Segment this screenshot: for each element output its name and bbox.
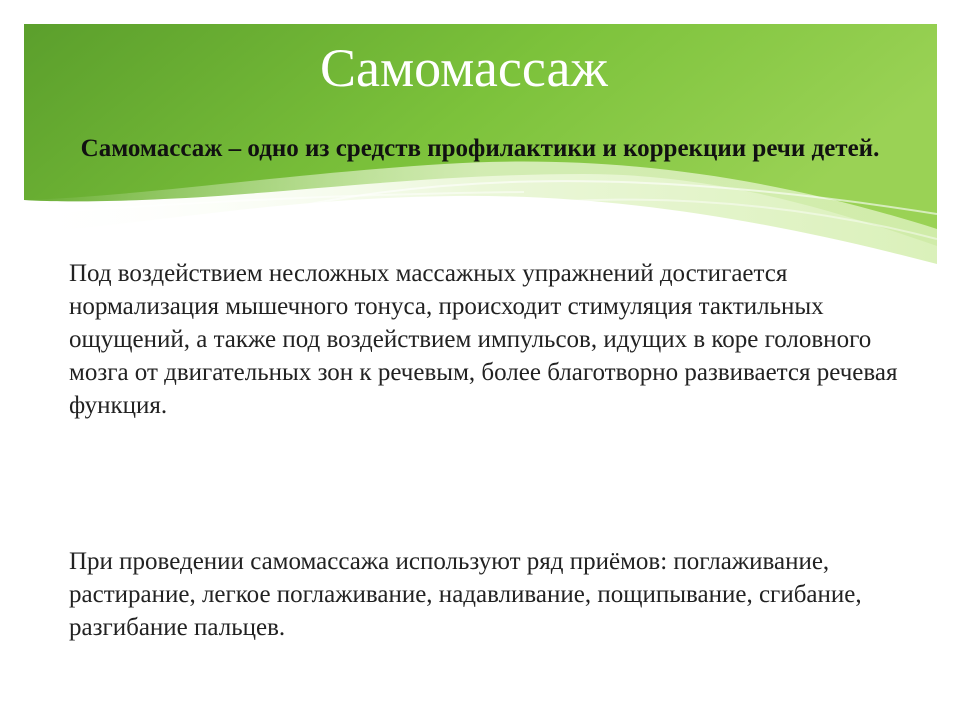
slide-subtitle: Самомассаж – одно из средств профилактики и коррекции речи детей. [80, 135, 880, 162]
body-paragraph: Под воздействием несложных массажных упражнений достигается нормализация мышечного тонуса, происходит стимуляция тактильных ощущений, а также под воздействием импульсов, идущих в коре головного мозга от двигательных зон к речевым, более благотворно развивается речевая функция. [69, 260, 898, 419]
slide-title: Самомассаж [320, 38, 608, 98]
body-paragraph: При проведении самомассажа используют ряд приёмов: поглаживание, растирание, легкое поглаживание, надавливание, пощипывание, сгибание, разгибание пальцев. [69, 548, 862, 641]
